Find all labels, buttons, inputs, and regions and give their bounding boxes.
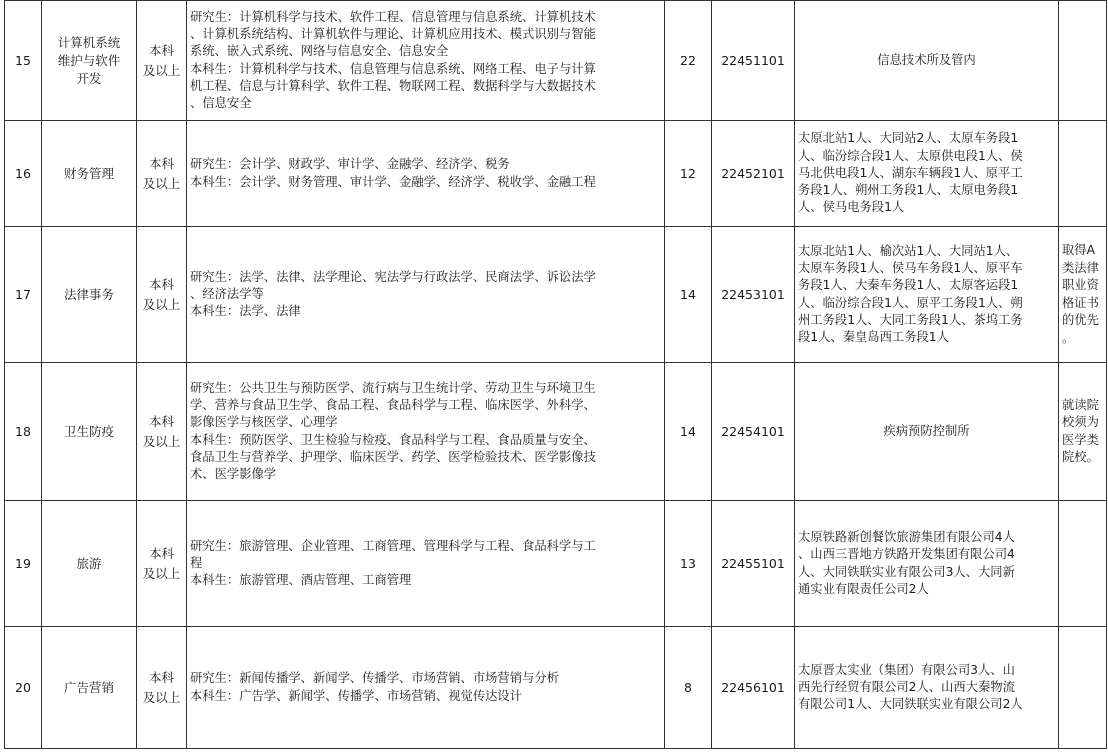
hire-count: 13 (665, 501, 712, 627)
hire-count: 14 (665, 363, 712, 501)
table-row (5, 227, 1107, 363)
table-row (5, 363, 1107, 501)
table-row (5, 501, 1107, 627)
work-location: 信息技术所及管内 (795, 1, 1059, 121)
position-name: 法律事务 (42, 227, 137, 363)
major-requirements: 研究生：旅游管理、企业管理、工商管理、管理科学与工程、食品科学与工 程 本科生：旅游管理、酒店管理、工商管理 (187, 501, 665, 627)
education-level: 本科 及以上 (137, 501, 187, 627)
remarks: 取得A 类法律 职业资 格证书 的优先 。 (1059, 227, 1107, 363)
work-location: 太原晋太实业（集团）有限公司3人、山 西先行经贸有限公司2人、山西大秦物流 有限公司1人、大同铁联实业有限公司2人 (795, 627, 1059, 749)
position-name: 卫生防疫 (42, 363, 137, 501)
row-number: 19 (5, 501, 42, 627)
position-code: 22454101 (712, 363, 795, 501)
remarks (1059, 1, 1107, 121)
position-code: 22455101 (712, 501, 795, 627)
work-location: 太原北站1人、大同站2人、太原车务段1 人、临汾综合段1人、太原供电段1人、侯 马北供电段1人、湖东车辆段1人、原平工 务段1人、朔州工务段1人、太原电务段1 人、侯马电务段1人 (795, 121, 1059, 227)
recruitment-table (4, 0, 1107, 749)
recruitment-table-sheet (4, 0, 1106, 749)
remarks: 就读院 校须为 医学类 院校。 (1059, 363, 1107, 501)
education-level: 本科 及以上 (137, 227, 187, 363)
table-row (5, 121, 1107, 227)
major-requirements: 研究生：会计学、财政学、审计学、金融学、经济学、税务 本科生：会计学、财务管理、审计学、金融学、经济学、税收学、金融工程 (187, 121, 665, 227)
position-code: 22456101 (712, 627, 795, 749)
major-requirements: 研究生：新闻传播学、新闻学、传播学、市场营销、市场营销与分析 本科生：广告学、新闻学、传播学、市场营销、视觉传达设计 (187, 627, 665, 749)
remarks (1059, 627, 1107, 749)
row-number: 20 (5, 627, 42, 749)
position-code: 22452101 (712, 121, 795, 227)
position-name: 计算机系统 维护与软件 开发 (42, 1, 137, 121)
education-level: 本科 及以上 (137, 1, 187, 121)
hire-count: 8 (665, 627, 712, 749)
major-requirements: 研究生：计算机科学与技术、软件工程、信息管理与信息系统、计算机技术 、计算机系统结构、计算机软件与理论、计算机应用技术、模式识别与智能 系统、嵌入式系统、网络与信息安全、信息安全 本科生：计算机科学与技术、信息管理与信息系统、网络工程、电子与计算 机工程、信息与计算科学、软件工程、物联网工程、数据科学与大数据技术 、信息安全 (187, 1, 665, 121)
row-number: 18 (5, 363, 42, 501)
education-level: 本科 及以上 (137, 121, 187, 227)
table-row (5, 627, 1107, 749)
hire-count: 14 (665, 227, 712, 363)
row-number: 15 (5, 1, 42, 121)
remarks (1059, 121, 1107, 227)
work-location: 太原北站1人、榆次站1人、大同站1人、 太原车务段1人、侯马车务段1人、原平车 务段1人、大秦车务段1人、太原客运段1 人、临汾综合段1人、原平工务段1人、朔 州工务段1人、大同工务段1人、茶坞工务 段1人、秦皇岛西工务段1人 (795, 227, 1059, 363)
education-level: 本科 及以上 (137, 627, 187, 749)
row-number: 17 (5, 227, 42, 363)
work-location: 太原铁路新创餐饮旅游集团有限公司4人 、山西三晋地方铁路开发集团有限公司4 人、大同铁联实业有限公司3人、大同新 通实业有限责任公司2人 (795, 501, 1059, 627)
major-requirements: 研究生：法学、法律、法学理论、宪法学与行政法学、民商法学、诉讼法学 、经济法学等 本科生：法学、法律 (187, 227, 665, 363)
hire-count: 22 (665, 1, 712, 121)
position-name: 旅游 (42, 501, 137, 627)
position-name: 广告营销 (42, 627, 137, 749)
remarks (1059, 501, 1107, 627)
hire-count: 12 (665, 121, 712, 227)
position-name: 财务管理 (42, 121, 137, 227)
row-number: 16 (5, 121, 42, 227)
education-level: 本科 及以上 (137, 363, 187, 501)
table-row (5, 1, 1107, 121)
major-requirements: 研究生：公共卫生与预防医学、流行病与卫生统计学、劳动卫生与环境卫生 学、营养与食品卫生学、食品工程、食品科学与工程、临床医学、外科学、 影像医学与核医学、心理学 本科生：预防医学、卫生检验与检疫、食品科学与工程、食品质量与安全、 食品卫生与营养学、护理学、临床医学、药学、医学检验技术、医学影像技 术、医学影像学 (187, 363, 665, 501)
position-code: 22451101 (712, 1, 795, 121)
position-code: 22453101 (712, 227, 795, 363)
work-location: 疾病预防控制所 (795, 363, 1059, 501)
